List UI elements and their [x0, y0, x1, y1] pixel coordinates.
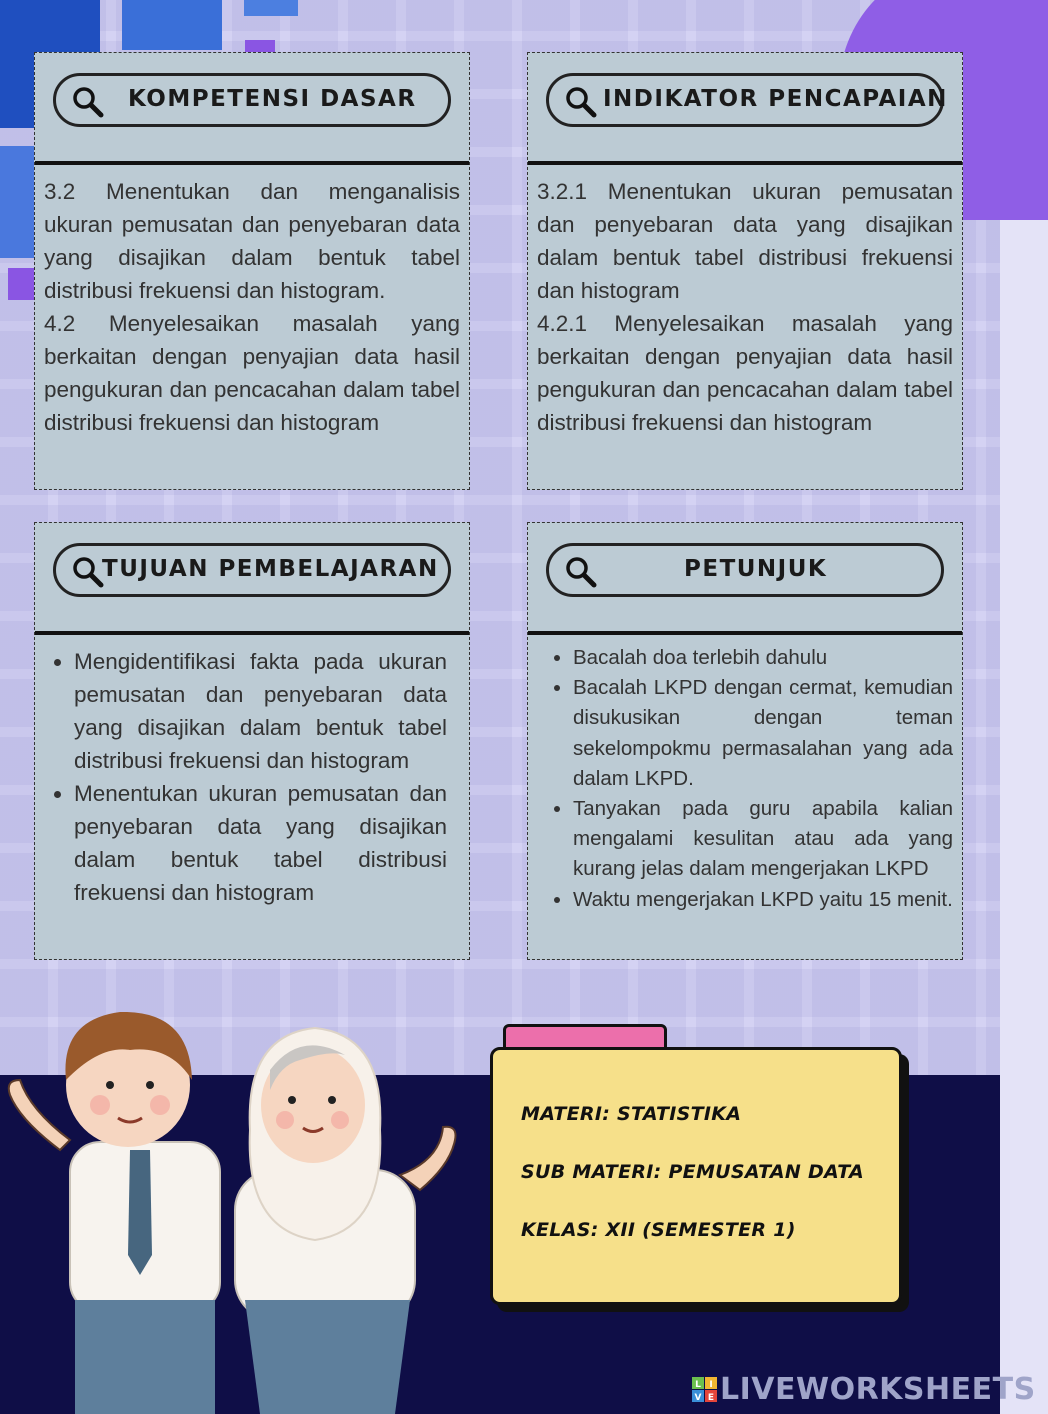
liveworksheets-badge-icon — [692, 1377, 718, 1403]
list-item: • Tanyakan pada guru apabila kalian mengalami kesulitan atau ada yang kurang jelas dalam mengerjakan LKPD — [573, 794, 953, 885]
decor-block-purple-side — [8, 268, 34, 300]
badge-letter: V — [694, 1392, 702, 1403]
list-item: • Bacalah doa terlebih dahulu — [573, 643, 953, 673]
card-title: TUJUAN PEMBELAJARAN — [102, 556, 439, 582]
card-tujuan-pembelajaran — [34, 522, 470, 960]
card-body — [528, 165, 962, 439]
watermark-text: LIVEWORKSHEETS — [720, 1372, 1036, 1407]
badge-letter: I — [709, 1379, 713, 1390]
sub-materi-label: SUB MATERI: PEMUSATAN DATA — [521, 1161, 865, 1183]
tujuan-list — [44, 645, 447, 909]
card-title: INDIKATOR PENCAPAIAN — [603, 86, 948, 112]
list-item: • Menentukan ukuran pemusatan dan penyebaran data yang disajikan dalam bentuk tabel distribusi frekuensi dan histogram — [74, 777, 447, 909]
card-petunjuk — [527, 522, 963, 960]
liveworksheets-logo — [692, 1372, 1036, 1407]
card-body — [35, 635, 469, 909]
badge-letter: L — [695, 1379, 701, 1390]
card-title: KOMPETENSI DASAR — [128, 86, 417, 112]
decor-block-blue-side — [0, 146, 34, 258]
kd-paragraph: 4.2 Menyelesaikan masalah yang berkaitan dengan penyajian data hasil pengukuran dan pencacahan dalam tabel distribusi frekuensi dan histogram — [44, 311, 460, 435]
search-icon — [565, 86, 597, 118]
card-indikator-pencapaian — [527, 52, 963, 490]
list-item: • Waktu mengerjakan LKPD yaitu 15 menit. — [573, 885, 953, 915]
search-icon — [565, 556, 597, 588]
list-item: • Mengidentifikasi fakta pada ukuran pemusatan dan penyebaran data yang disajikan dalam bentuk tabel distribusi frekuensi dan histogram — [74, 645, 447, 777]
list-item: • Bacalah LKPD dengan cermat, kemudian disukusikan dengan teman sekelompokmu permasalahan yang ada dalam LKPD. — [573, 673, 953, 794]
search-icon — [72, 556, 104, 588]
card-body — [528, 635, 962, 915]
card-header — [35, 523, 469, 635]
title-pill — [53, 543, 451, 597]
search-icon — [72, 86, 104, 118]
decor-block-purple — [245, 40, 275, 52]
boy-figure — [9, 1012, 220, 1414]
materi-label: MATERI: STATISTIKA — [521, 1103, 742, 1125]
card-title: PETUNJUK — [684, 556, 828, 582]
title-pill — [546, 73, 948, 127]
girl-figure — [235, 1028, 456, 1414]
title-pill — [546, 543, 944, 597]
decor-block-blue-light — [122, 0, 222, 50]
indikator-paragraph: 3.2.1 Menentukan ukuran pemusatan dan penyebaran data yang disajikan dalam bentuk tabel distribusi frekuensi dan histogram — [537, 179, 953, 303]
card-body — [35, 165, 469, 439]
petunjuk-list — [537, 643, 953, 915]
card-kompetensi-dasar — [34, 52, 470, 490]
card-header — [528, 53, 962, 165]
card-header — [35, 53, 469, 165]
title-pill — [53, 73, 451, 127]
indikator-paragraph: 4.2.1 Menyelesaikan masalah yang berkaitan dengan penyajian data hasil pengukuran dan pencacahan dalam tabel distribusi frekuensi dan histogram — [537, 311, 953, 435]
kd-paragraph: 3.2 Menentukan dan menganalisis ukuran pemusatan dan penyebaran data yang disajikan dalam bentuk tabel distribusi frekuensi dan histogram. — [44, 179, 460, 303]
kelas-label: KELAS: XII (SEMESTER 1) — [521, 1219, 796, 1241]
decor-block-blue-small — [244, 0, 298, 16]
students-illustration — [0, 1000, 470, 1414]
badge-letter: E — [707, 1392, 715, 1403]
card-header — [528, 523, 962, 635]
